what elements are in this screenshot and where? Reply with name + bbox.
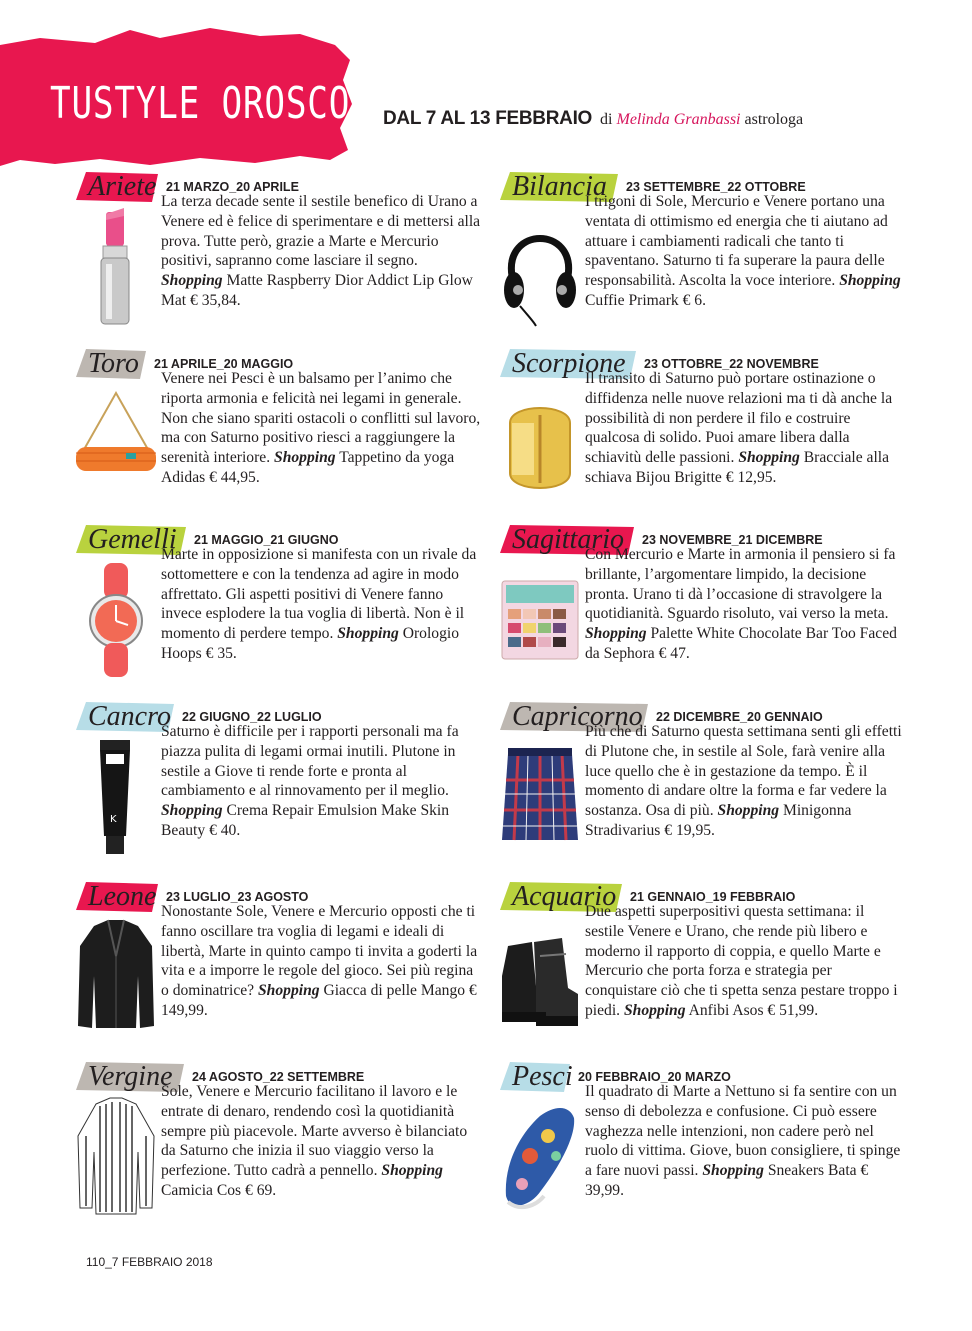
shopping-item: Camicia Cos € 69. bbox=[161, 1181, 277, 1199]
forecast-text: Venere nei Pesci è un balsamo per l’animo che riporta armonia e felicità nei legami in generale. Non che siano spariti ostacoli o conflitti sul lavoro, ma con Saturno positivo riesci a raggiungere la serenità interiore. bbox=[161, 370, 481, 467]
sign-name: Vergine bbox=[88, 1061, 173, 1092]
shopping-item: Matte Raspberry Dior Addict Lip Glow Mat € 35,84. bbox=[161, 272, 473, 309]
sign-text bbox=[161, 902, 481, 1021]
shopping-item: Anfibi Asos € 51,99. bbox=[688, 1001, 819, 1019]
watch-icon bbox=[76, 559, 156, 681]
shopping-item: Minigonna Stradivarius € 19,95. bbox=[585, 802, 852, 839]
shopping-label: Shopping bbox=[623, 1001, 686, 1019]
leather-jacket-icon bbox=[76, 916, 156, 1038]
shopping-label: Shopping bbox=[717, 802, 780, 820]
shopping-item: Sneakers Bata € 39,99. bbox=[585, 1162, 869, 1199]
sign-date-range: 21 APRILE_20 MAGGIO bbox=[154, 357, 294, 371]
forecast-text: Più che di Saturno questa settimana senti gli effetti di Plutone che, in sestile al Sole, farà venire alla luce quello che è in gestazione da tempo. È il momento di andare oltre la forma e far vedere la sostanza. Osa di più. bbox=[585, 723, 902, 820]
sign-entry-cancro bbox=[76, 700, 516, 870]
sign-text bbox=[161, 192, 481, 311]
forecast-text: Il quadrato di Marte a Nettuno si fa sentire con un senso di debolezza e confusione. Ci può essere vaghezza nelle intenzioni, non cadere però nel ruolo di vittima. Giove, buon consigliere, ti spinge a fare nuovi passi. bbox=[585, 1083, 901, 1180]
sign-text bbox=[585, 545, 905, 664]
forecast-text: Nonostante Sole, Venere e Mercurio opposti che ti fanno oscillare tra voglia di legami e ideali di libertà, Marte in quinto campo ti invita a goderti la vita e a imporre le regole del gioco. Sei più regina o dominatrice? bbox=[161, 903, 478, 1000]
forecast-text: Sole, Venere e Mercurio facilitano il lavoro e le entrate di denaro, rendendo così la quotidianità sempre più piacevole. Marte avverso è bilanciato da Saturno che inizia il suo viaggio verso la perfezione. Tutto cadrà a pennello. bbox=[161, 1083, 468, 1180]
sign-text bbox=[585, 902, 905, 1021]
sign-text bbox=[161, 1082, 481, 1201]
sign-name: Gemelli bbox=[88, 524, 177, 555]
forecast-text: Saturno è difficile per i rapporti personali ma fa piazza pulita di legami ormai inutili. Plutone in sestile a Giove ti rende forte e pronta al cambiamento e al rinnovamento per il meglio. bbox=[161, 723, 459, 800]
sign-name: Bilancia bbox=[512, 171, 607, 202]
forecast-text: Due aspetti superpositivi questa settimana: il sestile Venere e Urano, che rende più libero e moderno il rapporto di coppia, e quello Marte e Mercurio che porta forza e strategia per conquistare ciò che ti spetta senza pestare troppo i piedi. bbox=[585, 903, 898, 1019]
shopping-label: Shopping bbox=[337, 625, 399, 643]
shopping-label: Shopping bbox=[161, 272, 223, 290]
sign-date-range: 22 DICEMBRE_20 GENNAIO bbox=[656, 710, 823, 724]
sign-date-range: 22 GIUGNO_22 LUGLIO bbox=[182, 710, 322, 724]
shopping-item: Crema Repair Emulsion Make Skin Beauty € 40. bbox=[161, 802, 450, 839]
shopping-label: Shopping bbox=[585, 625, 647, 643]
sign-name: Toro bbox=[88, 348, 139, 379]
shopping-label: Shopping bbox=[738, 449, 800, 467]
shopping-label: Shopping bbox=[702, 1162, 764, 1180]
sign-entry-toro bbox=[76, 347, 516, 517]
sign-name: Pesci bbox=[512, 1061, 573, 1092]
sign-date-range: 21 GENNAIO_19 FEBBRAIO bbox=[630, 890, 796, 904]
issue-dates bbox=[383, 108, 803, 130]
sign-date-range: 23 SETTEMBRE_22 OTTOBRE bbox=[626, 180, 806, 194]
sign-text bbox=[161, 722, 481, 841]
forecast-text: Marte in opposizione si manifesta con un rivale da sottomettere e con la tendenza ad agire in modo affrettato. Gli aspetti positivi di Venere fanno invece esplodere la tua voglia di libertà. Non è il momento di perdere tempo. bbox=[161, 546, 477, 643]
sign-date-range: 23 LUGLIO_23 AGOSTO bbox=[166, 890, 309, 904]
svg-text:K: K bbox=[110, 814, 117, 825]
sign-date-range: 24 AGOSTO_22 SETTEMBRE bbox=[192, 1070, 365, 1084]
miniskirt-icon bbox=[500, 736, 580, 858]
cream-tube-icon bbox=[76, 736, 156, 858]
sneaker-icon bbox=[500, 1096, 580, 1218]
sign-entry-capricorno bbox=[500, 700, 940, 870]
by-label: di bbox=[600, 111, 613, 128]
shopping-item: Orologio Hoops € 35. bbox=[161, 625, 460, 662]
forecast-text: I trigoni di Sole, Mercurio e Venere portano una ventata di ottimismo ed energia che ti aiutano ad attuare i cambiamenti radicali che tanto ti spaventano. Saturno ti fa superare la paura delle responsabilità. Ascolta la voce interiore. bbox=[585, 193, 888, 290]
shopping-item: Tappetino da yoga Adidas € 44,95. bbox=[161, 449, 455, 486]
sign-tag bbox=[76, 347, 148, 381]
sign-tag bbox=[76, 880, 160, 914]
forecast-text: Con Mercurio e Marte in armonia il pensiero si fa brillante, l’argomentare limpido, la decisione pronta. Urano ti dà l’occasione di stravolgere la quotidianità. Sguardo risoluto, vai verso la meta. bbox=[585, 546, 896, 623]
shirt-icon bbox=[76, 1096, 156, 1218]
sign-text bbox=[585, 192, 905, 311]
sign-text bbox=[161, 545, 481, 664]
sign-entry-vergine bbox=[76, 1060, 516, 1230]
sign-date-range: 21 MAGGIO_21 GIUGNO bbox=[194, 533, 339, 547]
sign-name: Cancro bbox=[88, 701, 171, 732]
shopping-item: Cuffie Primark € 6. bbox=[585, 291, 706, 309]
sign-name: Ariete bbox=[88, 171, 157, 202]
forecast-text: La terza decade sente il sestile benefico di Urano a Venere ed è felice di sperimentare e di mettersi alla prova. Tutte però, grazie a Marte e Mercurio positivi, sapranno come lasciare il segno. bbox=[161, 193, 481, 270]
headphones-icon bbox=[500, 206, 580, 328]
sign-entry-ariete bbox=[76, 170, 516, 340]
sign-entry-scorpione bbox=[500, 347, 940, 517]
shopping-label: Shopping bbox=[258, 982, 320, 1000]
magazine-title: TUSTYLE OROSCOPO bbox=[50, 78, 394, 129]
sign-name: Acquario bbox=[512, 881, 617, 912]
forecast-text: Il transito di Saturno può portare ostinazione o diffidenza nelle nuove relazioni ma ti dà anche la possibilità di non perdere il filo e costruire qualcosa di solido. Puoi amare libera dalla schiavitù delle passioni. bbox=[585, 370, 893, 467]
sign-name: Sagittario bbox=[512, 524, 625, 555]
sign-name: Capricorno bbox=[512, 701, 643, 732]
eyeshadow-palette-icon bbox=[500, 559, 580, 681]
sign-entry-acquario bbox=[500, 880, 940, 1050]
sign-tag bbox=[76, 170, 160, 204]
page-footer: 110_7 FEBBRAIO 2018 bbox=[86, 1255, 213, 1269]
shopping-label: Shopping bbox=[161, 802, 223, 820]
shopping-item: Palette White Chocolate Bar Too Faced da Sephora € 47. bbox=[585, 625, 897, 662]
sign-text bbox=[585, 369, 905, 488]
shopping-label: Shopping bbox=[274, 449, 336, 467]
sign-date-range: 23 OTTOBRE_22 NOVEMBRE bbox=[644, 357, 819, 371]
sign-entry-bilancia bbox=[500, 170, 940, 340]
sign-date-range: 23 NOVEMBRE_21 DICEMBRE bbox=[642, 533, 823, 547]
shopping-item: Giacca di pelle Mango € 149,99. bbox=[161, 982, 477, 1019]
lipstick-icon bbox=[76, 206, 156, 328]
sign-text bbox=[585, 1082, 905, 1201]
sign-name: Leone bbox=[88, 881, 157, 912]
sign-date-range: 21 MARZO_20 APRILE bbox=[166, 180, 299, 194]
sign-text bbox=[585, 722, 905, 841]
sign-entry-pesci bbox=[500, 1060, 940, 1230]
sign-name: Scorpione bbox=[512, 348, 626, 379]
sign-text bbox=[161, 369, 481, 488]
sign-tag bbox=[500, 1060, 572, 1094]
sign-date-range: 20 FEBBRAIO_20 MARZO bbox=[578, 1070, 731, 1084]
yoga-mat-icon bbox=[76, 383, 156, 505]
boots-icon bbox=[500, 916, 580, 1038]
bracelet-icon bbox=[500, 383, 580, 505]
dates-range: DAL 7 AL 13 FEBBRAIO bbox=[383, 108, 593, 129]
sign-entry-sagittario bbox=[500, 523, 940, 693]
author-name: Melinda Granbassi bbox=[616, 111, 741, 128]
sign-entry-gemelli bbox=[76, 523, 516, 693]
author-role: astrologa bbox=[744, 111, 804, 128]
shopping-item: Bracciale alla schiava Bijou Brigitte € 12,95. bbox=[585, 449, 890, 486]
shopping-label: Shopping bbox=[839, 272, 901, 290]
shopping-label: Shopping bbox=[381, 1162, 443, 1180]
sign-entry-leone bbox=[76, 880, 516, 1050]
